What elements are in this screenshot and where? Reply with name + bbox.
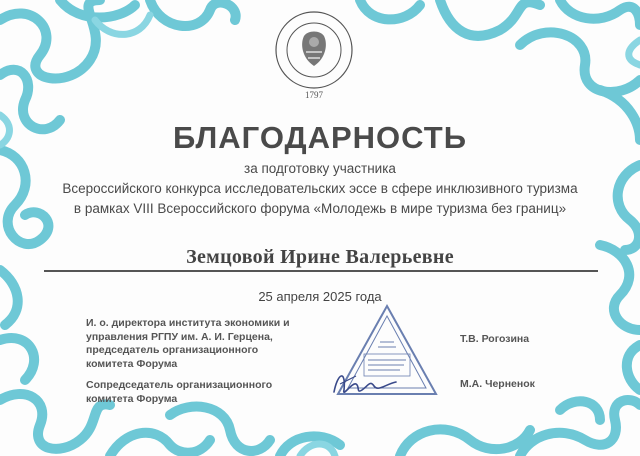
signatory-2-position-line: Сопредседатель организационного: [86, 379, 273, 391]
emblem-year: 1797: [305, 90, 323, 100]
university-emblem-logo: [266, 6, 362, 102]
signatory-2-name: М.А. Черненок: [460, 378, 535, 390]
certificate-title: БЛАГОДАРНОСТЬ: [173, 120, 467, 155]
issue-date: 25 апреля 2025 года: [258, 289, 382, 304]
recipient-name: Земцовой Ирине Валерьевне: [186, 246, 454, 268]
subtitle-line-3: в рамках VIII Всероссийского форума «Молодежь в мире туризма без границ»: [73, 201, 567, 216]
handwritten-signature: [326, 362, 406, 402]
recipient-underline: [44, 270, 598, 272]
signatory-1-position-line: комитета Форума: [86, 357, 178, 370]
signatory-1-position-line: председатель организационного: [86, 344, 259, 356]
signatory-1-position-line: И. о. директора института экономики и: [86, 317, 290, 329]
signatory-1-position: [86, 317, 326, 371]
subtitle-line-1: за подготовку участника: [244, 161, 396, 176]
subtitle-line-2: Всероссийского конкурса исследовательских эссе в сфере инклюзивного туризма: [62, 181, 578, 196]
signatory-1-name: Т.В. Рогозина: [460, 333, 530, 345]
signatory-2-position-line: комитета Форума: [86, 392, 178, 405]
signatory-2-position: [86, 379, 326, 406]
signatory-1-position-line: управления РГПУ им. А. И. Герцена,: [86, 330, 273, 343]
